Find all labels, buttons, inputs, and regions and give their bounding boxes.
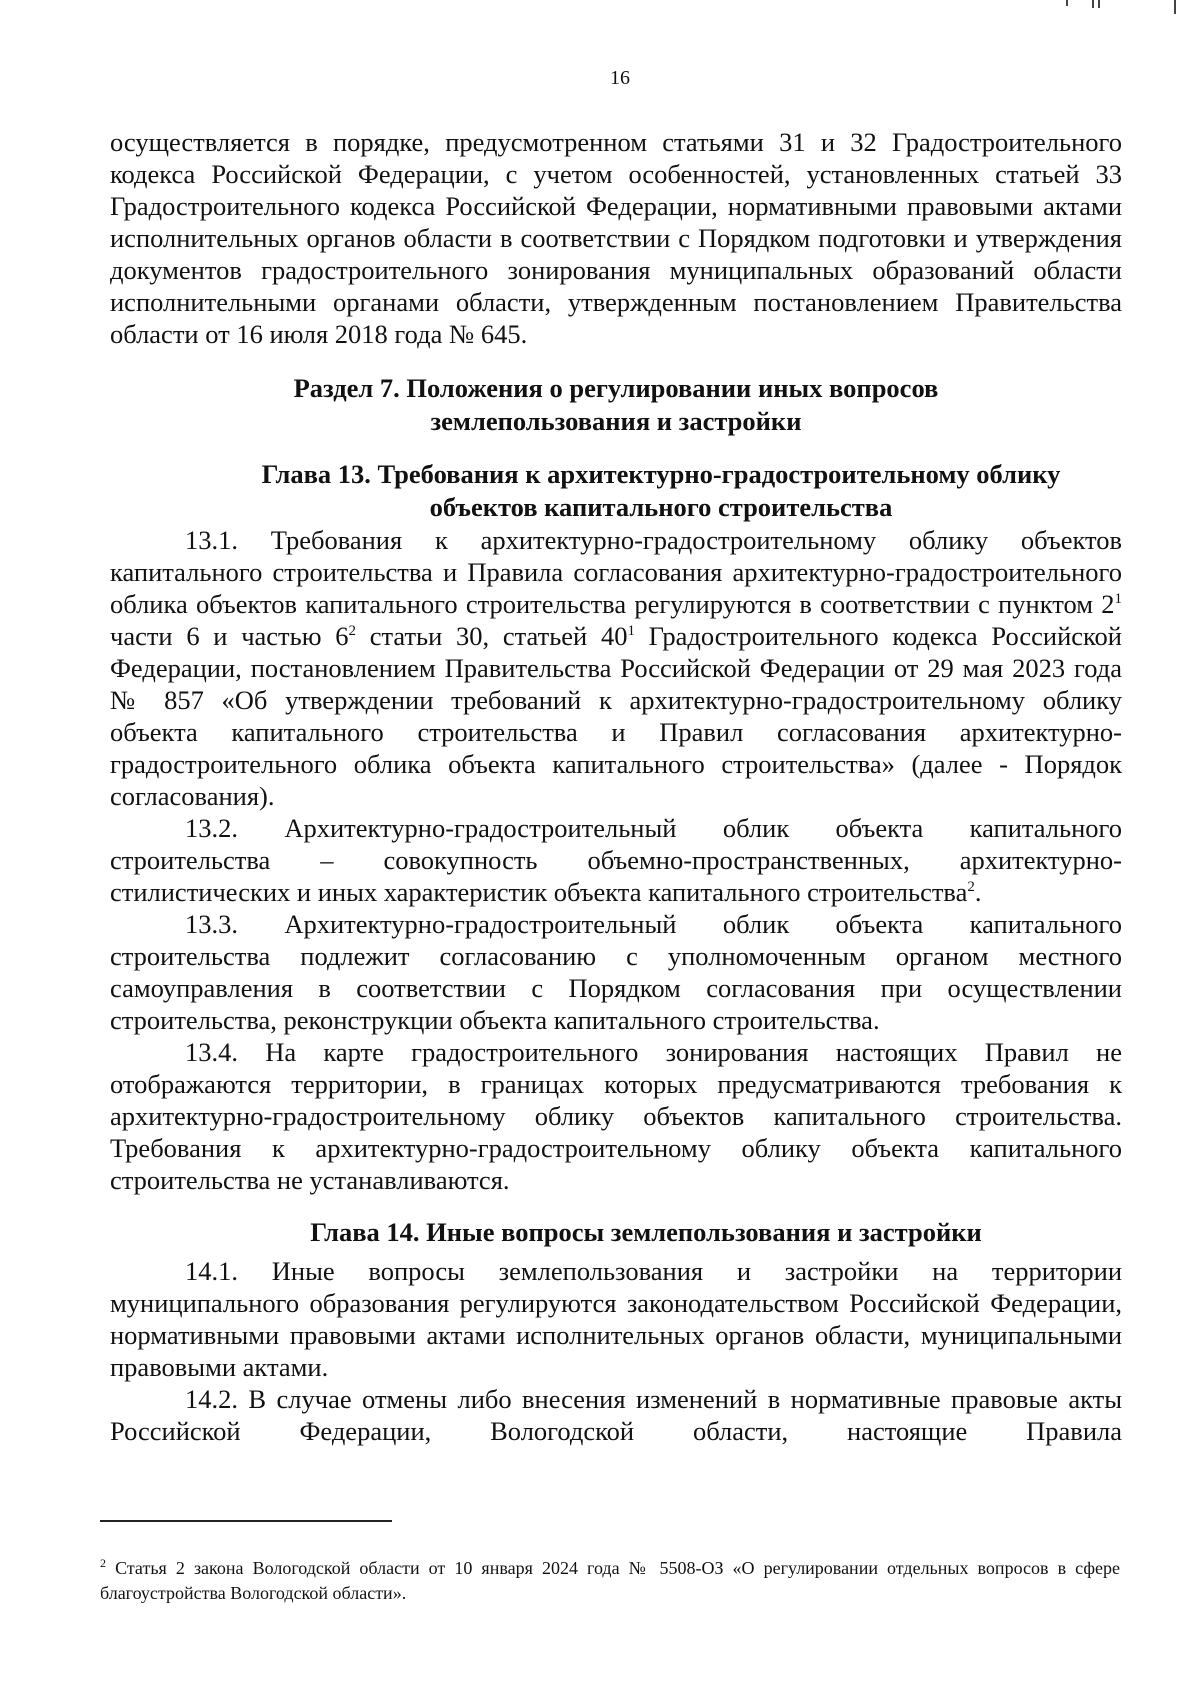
paragraph-14-2: 14.2. В случае отмены либо внесения изменений в нормативные правовые акты Российской Федерации, Вологодской области, настоящие Правила bbox=[110, 1384, 1122, 1446]
section-7-title bbox=[110, 372, 1122, 438]
scan-edge-marks bbox=[1066, 0, 1186, 14]
footnote-text: Статья 2 закона Вологодской области от 10 января 2024 года № 5508-ОЗ «О регулировании отдельных вопросов в сфере благоустройства Вологодской области». bbox=[100, 1558, 1120, 1603]
paragraph-13-1-part4: Градостроительного кодекса Российской Федерации, постановлением Правительства Российской Федерации от 29 мая 2023 года № 857 «Об утверждении требований к архитектурно-градостроительному облику объекта капитального строительства и Правил согласования архитектурно-градостроительного облика объекта капитального строительства» (далее - Порядок согласования). bbox=[110, 621, 1122, 811]
superscript: 1 bbox=[1114, 591, 1122, 608]
paragraph-13-1 bbox=[110, 524, 1122, 812]
footnote bbox=[100, 1556, 1120, 1606]
footnote-separator bbox=[100, 1520, 392, 1522]
paragraph-13-3: 13.3. Архитектурно-градостроительный облик объекта капитального строительства подлежит согласованию с уполномоченным органом местного самоуправления в соответствии с Порядком согласования при осуществлении строительства, реконструкции объекта капитального строительства. bbox=[110, 909, 1122, 1035]
footnote-marker: 2 bbox=[100, 1556, 106, 1570]
section-7-title-line2: землепользования и застройки bbox=[430, 406, 802, 436]
paragraph-13-2-end: . bbox=[974, 877, 982, 907]
paragraph-13-4: 13.4. На карте градостроительного зонирования настоящих Правил не отображаются территории, в границах которых предусматриваются требования к архитектурно-градостроительному облику объектов капитального строительства. Требования к архитектурно-градостроительному облику объекта капитального строительства не устанавливаются. bbox=[110, 1037, 1122, 1195]
paragraph-13-1-part1: 13.1. Требования к архитектурно-градостроительному облику объектов капитального строительства и Правила согласования архитектурно-градостроительного облика объектов капитального строительства регулируются в соответствии с пунктом 2 bbox=[110, 525, 1122, 619]
superscript: 1 bbox=[627, 623, 635, 640]
chapter-13-title-line1: Глава 13. Требования к архитектурно-градостроительному облику bbox=[261, 459, 1061, 489]
paragraph-13-2 bbox=[110, 812, 1122, 908]
document-body bbox=[110, 126, 1122, 1447]
paragraph-13-1-part3: статьи 30, статьей 40 bbox=[356, 621, 628, 651]
section-7-title-line1: Раздел 7. Положения о регулировании иных вопросов bbox=[293, 373, 939, 403]
chapter-13-title bbox=[190, 458, 1132, 524]
paragraph-13-1-part2: части 6 и частью 6 bbox=[110, 621, 349, 651]
superscript: 2 bbox=[348, 623, 356, 640]
footnote-reference: 2 bbox=[967, 879, 975, 896]
page-number: 16 bbox=[610, 67, 630, 89]
paragraph-14-1: 14.1. Иные вопросы землепользования и застройки на территории муниципального образования регулируются законодательством Российской Федерации, нормативными правовыми актами исполнительных органов области, муниципальными правовыми актами. bbox=[110, 1256, 1122, 1382]
chapter-14-title: Глава 14. Иные вопросы землепользования и застройки bbox=[310, 1217, 982, 1247]
chapter-13-title-line2: объектов капитального строительства bbox=[429, 492, 893, 522]
paragraph-13-2-text: 13.2. Архитектурно-градостроительный облик объекта капитального строительства – совокупность объемно-пространственных, архитектурно-стилистических и иных характеристик объекта капитального строительства bbox=[110, 813, 1122, 907]
intro-paragraph: осуществляется в порядке, предусмотренном статьями 31 и 32 Градостроительного кодекса Российской Федерации, с учетом особенностей, установленных статьей 33 Градостроительного кодекса Российской Федерации, нормативными правовыми актами исполнительных органов области в соответствии с Порядком подготовки и утверждения документов градостроительного зонирования муниципальных образований области исполнительными органами области, утвержденным постановлением Правительства области от 16 июля 2018 года № 645. bbox=[110, 127, 1122, 349]
